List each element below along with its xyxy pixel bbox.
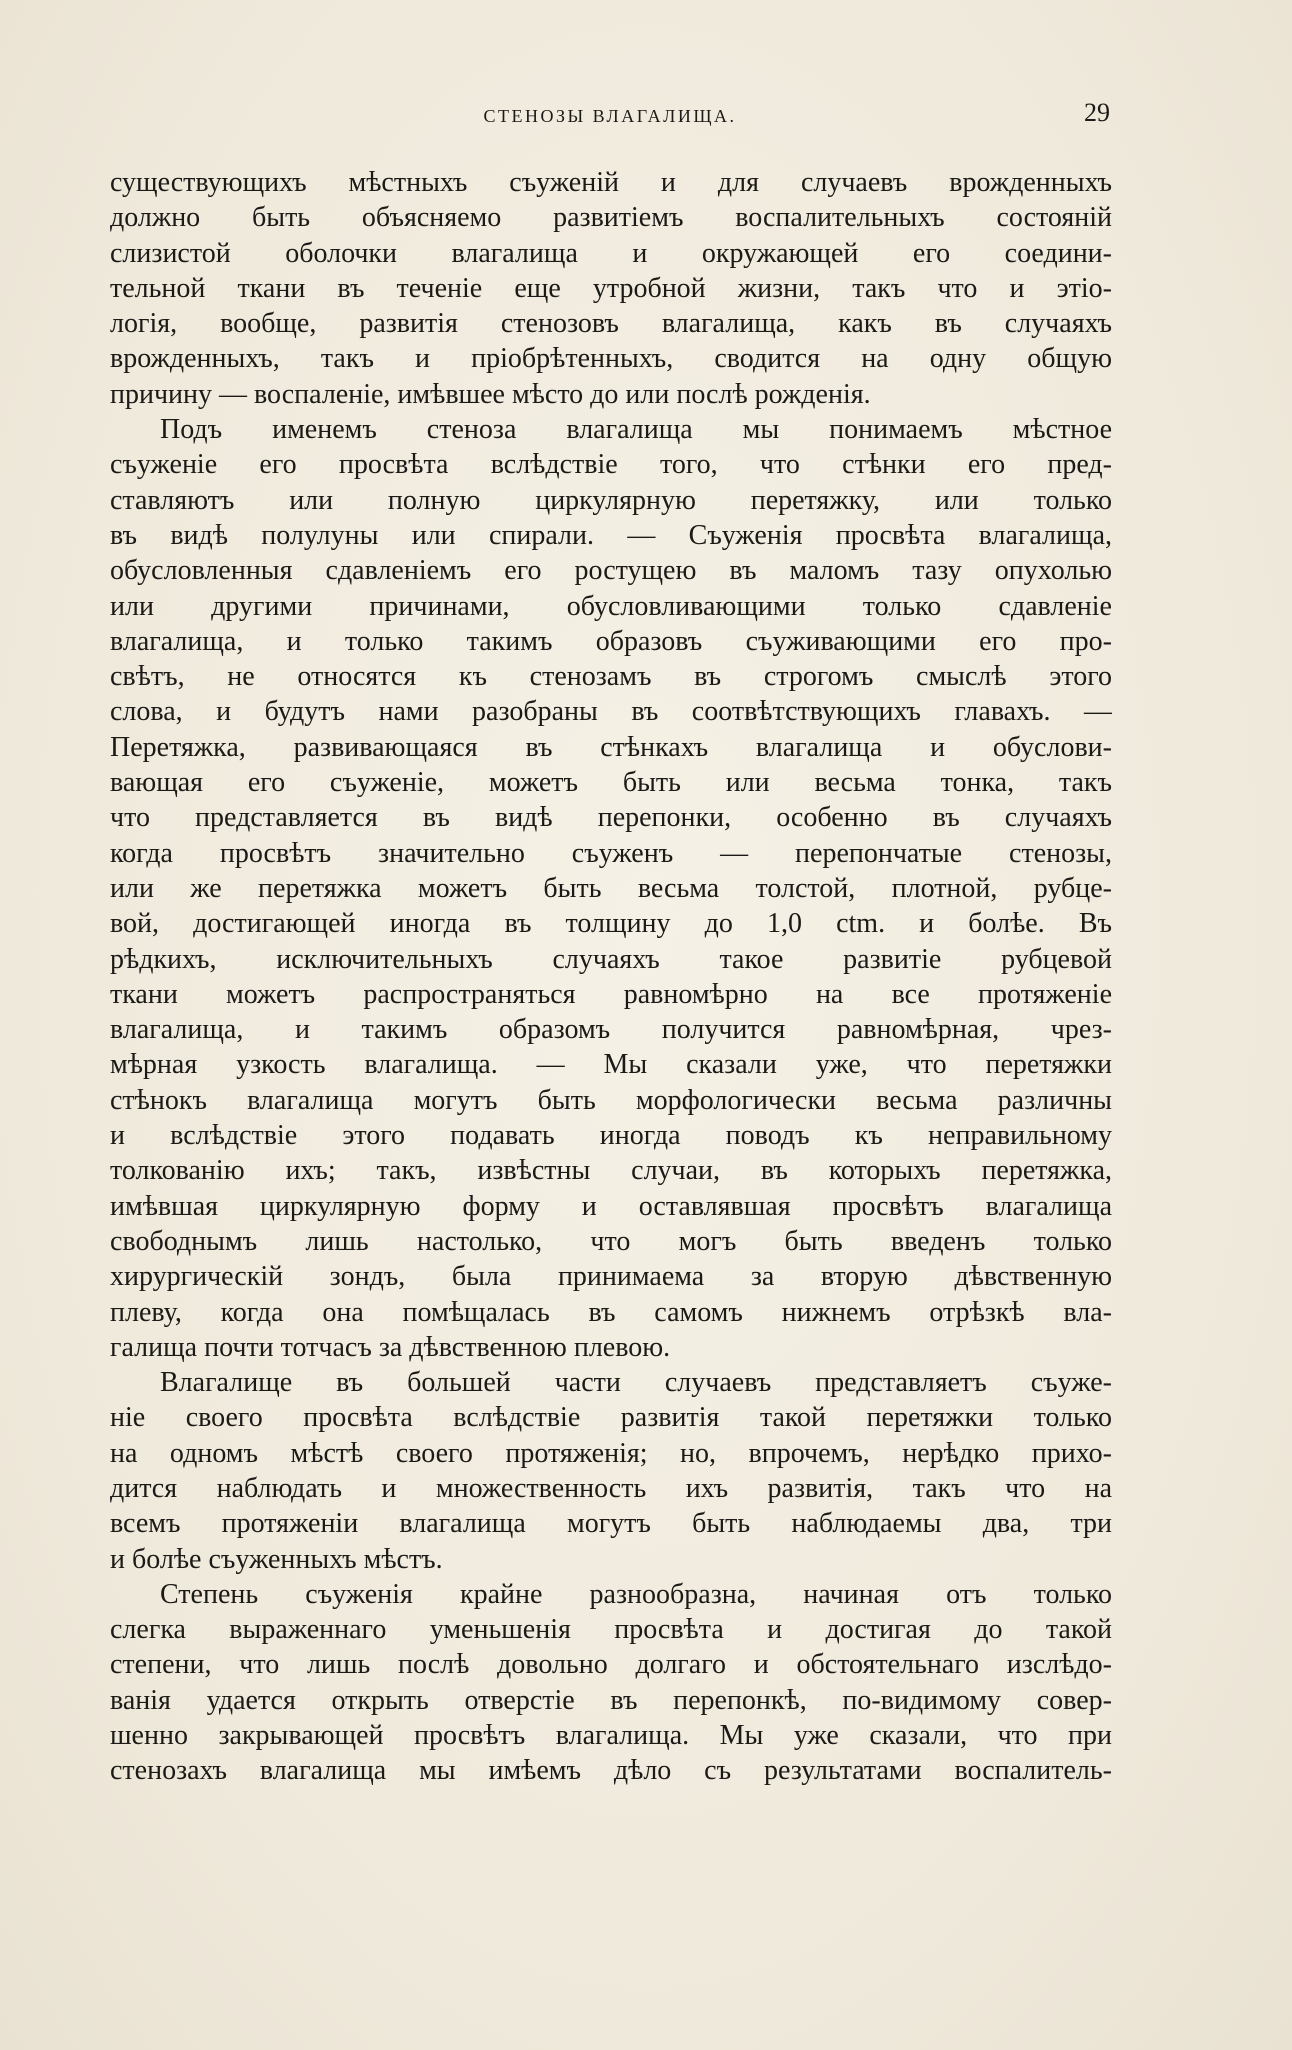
text-line: причину — воспаленіе, имѣвшее мѣсто до или послѣ рожденія.: [110, 378, 871, 410]
page-number: 29: [1084, 98, 1110, 127]
text-line: ванія удается открыть отверстіе въ перепонкѣ, по-видимому совер-: [110, 1684, 1112, 1716]
text-line: галища почти тотчасъ за дѣвственною плевою.: [110, 1331, 671, 1363]
text-line: свѣтъ, не относятся къ стенозамъ въ строгомъ смыслѣ этого: [110, 661, 1112, 693]
text-line: логія, вообще, развитія стенозовъ влагалища, какъ въ случаяхъ: [110, 308, 1112, 340]
text-line: слова, и будутъ нами разобраны въ соотвѣтствующихъ главахъ. —: [110, 696, 1112, 728]
text-line: шенно закрывающей просвѣтъ влагалища. Мы уже сказали, что при: [110, 1720, 1112, 1752]
text-line: имѣвшая циркулярную форму и оставлявшая просвѣтъ влагалища: [110, 1190, 1112, 1222]
text-line: что представляется въ видѣ перепонки, особенно въ случаяхъ: [110, 802, 1112, 834]
text-line: тельной ткани въ теченіе еще утробной жизни, такъ что и этіо-: [110, 272, 1112, 304]
text-line: влагалища, и только такимъ образовъ съуживающими его про-: [110, 625, 1112, 657]
text-line: рѣдкихъ, исключительныхъ случаяхъ такое развитіе рубцевой: [110, 943, 1112, 975]
text-line: вой, достигающей иногда въ толщину до 1,0 ctm. и болѣе. Въ: [110, 908, 1112, 940]
text-line: или другими причинами, обусловливающими только сдавленіе: [110, 590, 1112, 622]
text-line: или же перетяжка можетъ быть весьма толстой, плотной, рубце-: [110, 872, 1112, 904]
text-line: ніе своего просвѣта вслѣдствіе развитія такой перетяжки только: [110, 1402, 1112, 1434]
body-text: [110, 165, 1112, 1789]
text-line: на одномъ мѣстѣ своего протяженія; но, впрочемъ, нерѣдко прихо-: [110, 1437, 1112, 1469]
text-line: дится наблюдать и множественность ихъ развитія, такъ что на: [110, 1472, 1112, 1504]
running-title: СТЕНОЗЫ ВЛАГАЛИЩА.: [483, 106, 737, 126]
text-line: степени, что лишь послѣ довольно долгаго и обстоятельнаго изслѣдо-: [110, 1649, 1112, 1681]
text-line: и вслѣдствіе этого подавать иногда поводъ къ неправильному: [110, 1120, 1112, 1152]
text-line: обусловленныя сдавленіемъ его ростущею въ маломъ тазу опухолью: [110, 555, 1112, 587]
text-line: всемъ протяженіи влагалища могутъ быть наблюдаемы два, три: [110, 1508, 1112, 1540]
running-head: [110, 100, 1110, 140]
text-line: свободнымъ лишь настолько, что могъ быть введенъ только: [110, 1225, 1112, 1257]
text-line: стенозахъ влагалища мы имѣемъ дѣло съ результатами воспалитель-: [110, 1755, 1112, 1787]
text-line: Влагалище въ большей части случаевъ представляетъ съуже-: [160, 1367, 1112, 1399]
text-line: стѣнокъ влагалища могутъ быть морфологически весьма различны: [110, 1084, 1112, 1116]
paragraph: [110, 1577, 1112, 1789]
text-line: плеву, когда она помѣщалась въ самомъ нижнемъ отрѣзкѣ вла-: [110, 1296, 1112, 1328]
text-line: вающая его съуженіе, можетъ быть или весьма тонка, такъ: [110, 767, 1112, 799]
paragraph: [110, 412, 1112, 1365]
paragraph: [110, 165, 1112, 412]
text-line: хирургическій зондъ, была принимаема за вторую дѣвственную: [110, 1261, 1112, 1293]
text-line: ставляютъ или полную циркулярную перетяжку, или только: [110, 484, 1112, 516]
text-line: въ видѣ полулуны или спирали. — Съуженія просвѣта влагалища,: [110, 519, 1112, 551]
text-line: мѣрная узкость влагалища. — Мы сказали уже, что перетяжки: [110, 1049, 1112, 1081]
paragraph: [110, 1365, 1112, 1577]
text-line: ткани можетъ распространяться равномѣрно на все протяженіе: [110, 978, 1112, 1010]
text-line: врожденныхъ, такъ и пріобрѣтенныхъ, сводится на одну общую: [110, 343, 1112, 375]
text-line: толкованію ихъ; такъ, извѣстны случаи, въ которыхъ перетяжка,: [110, 1155, 1112, 1187]
text-line: слегка выраженнаго уменьшенія просвѣта и достигая до такой: [110, 1614, 1112, 1646]
text-line: Подъ именемъ стеноза влагалища мы понимаемъ мѣстное: [160, 414, 1112, 446]
text-line: когда просвѣтъ значительно съуженъ — перепончатые стенозы,: [110, 837, 1112, 869]
text-line: съуженіе его просвѣта вслѣдствіе того, что стѣнки его пред-: [110, 449, 1112, 481]
text-line: Перетяжка, развивающаяся въ стѣнкахъ влагалища и обуслови-: [110, 731, 1112, 763]
text-line: и болѣе съуженныхъ мѣстъ.: [110, 1543, 443, 1575]
text-line: слизистой оболочки влагалища и окружающей его соедини-: [110, 237, 1112, 269]
text-line: Степень съуженія крайне разнообразна, начиная отъ только: [160, 1578, 1112, 1610]
text-line: влагалища, и такимъ образомъ получится равномѣрная, чрез-: [110, 1014, 1112, 1046]
text-line: должно быть объясняемо развитіемъ воспалительныхъ состояній: [110, 202, 1112, 234]
text-line: существующихъ мѣстныхъ съуженій и для случаевъ врожденныхъ: [110, 167, 1112, 198]
